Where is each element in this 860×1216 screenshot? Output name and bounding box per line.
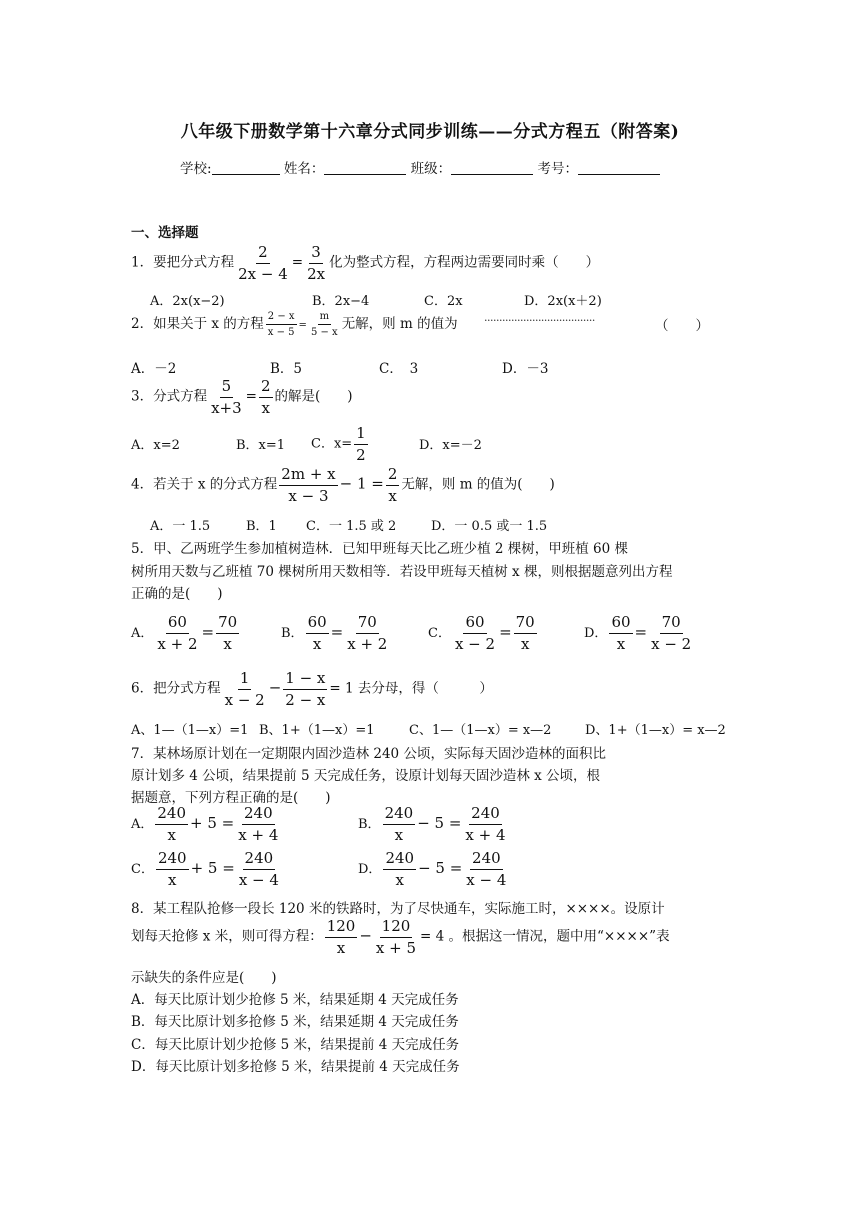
question-3 <box>131 378 353 416</box>
q1-option-d[interactable]: D．2x(x＋2) <box>524 294 602 309</box>
q4-minus-one: − 1 = <box>339 474 384 493</box>
q8-line-2-start: 划每天抢修 x 米，则可得方程： <box>131 928 323 945</box>
q5-a-label: A． <box>131 626 154 641</box>
q8-fraction-right: $\frac{120}{x + 5}$ <box>375 917 417 957</box>
q5-a-eq: = <box>201 623 215 641</box>
q7-c-label: C． <box>131 862 154 877</box>
q5-d-frac-2: $\frac{70}{x - 2}$ <box>651 613 692 653</box>
q5-option-a[interactable] <box>131 614 241 652</box>
q4-option-a[interactable]: A．一 1.5 <box>150 519 211 534</box>
q2-option-c[interactable]: C． 3 <box>379 361 419 377</box>
page-title: 八年级下册数学第十六章分式同步训练——分式方程五（附答案) <box>180 122 680 142</box>
q4-option-c[interactable]: C．一 1.5 或 2 <box>306 519 397 534</box>
q8-minus: − <box>359 926 372 945</box>
q7-a-label: A． <box>131 817 154 832</box>
q7-b-label: B． <box>358 817 381 832</box>
q4-stem-start: 4．若关于 x 的分式方程 <box>131 476 278 493</box>
q1-equals: = <box>291 254 304 271</box>
q6-stem-start: 6．把分式方程 <box>131 680 221 697</box>
school-blank[interactable] <box>212 160 280 175</box>
q7-option-c[interactable] <box>131 850 283 888</box>
section-heading: 一、选择题 <box>131 225 199 241</box>
q3-option-a[interactable]: A．x=2 <box>131 438 180 453</box>
q1-option-c[interactable]: C．2x <box>424 294 463 309</box>
q7-c-frac-2: $\frac{240}{x - 4}$ <box>238 849 279 889</box>
q7-a-frac-1: $\frac{240}{x}$ <box>157 804 187 844</box>
q5-line-1: 5．甲、乙两班学生参加植树造林．已知甲班每天比乙班少植 2 棵树，甲班植 60 棵 <box>131 541 629 557</box>
q5-b-frac-1: $\frac{60}{x}$ <box>307 613 327 653</box>
q1-option-b[interactable]: B．2x−4 <box>312 294 370 309</box>
q2-leader-dots: ····································· <box>484 314 595 327</box>
school-label: 学校: <box>180 161 212 177</box>
q4-fraction-left: $\frac{2m + x}{x - 3}$ <box>281 465 336 505</box>
q7-line-3: 据题意，下列方程正确的是( ) <box>131 790 331 806</box>
student-info-line <box>180 157 660 177</box>
q6-option-c[interactable]: C、1—（1—x）= x—2 <box>409 723 552 738</box>
q6-fraction-right: $\frac{1 - x}{2 - x}$ <box>285 669 326 709</box>
question-2 <box>131 311 458 338</box>
q7-d-frac-2: $\frac{240}{x - 4}$ <box>466 849 507 889</box>
q5-option-c[interactable] <box>428 614 539 652</box>
q1-stem-end: 化为整式方程，方程两边需要同时乘（ ） <box>329 254 600 271</box>
q7-d-op: − 5 = <box>418 859 463 877</box>
q5-c-frac-2: $\frac{70}{x}$ <box>515 613 535 653</box>
q2-fraction-right: $\frac{m}{5 - x}$ <box>310 311 338 338</box>
q6-option-b[interactable]: B、1+（1—x）=1 <box>259 723 375 738</box>
q5-d-label: D． <box>584 626 608 641</box>
q7-a-op: + 5 = <box>190 814 235 832</box>
q2-stem-start: 2．如果关于 x 的方程 <box>131 316 264 332</box>
q1-fraction-right: $\frac{3}{2x}$ <box>307 243 326 283</box>
name-label: 姓名： <box>283 161 325 177</box>
q5-c-eq: = <box>499 623 512 641</box>
name-blank[interactable] <box>324 160 406 175</box>
q3-stem-start: 3．分式方程 <box>131 388 208 405</box>
q7-b-op: − 5 = <box>417 814 462 832</box>
exam-no-blank[interactable] <box>578 160 660 175</box>
q4-option-d[interactable]: D．一 0.5 或一 1.5 <box>431 519 548 534</box>
q3-equals: = <box>245 388 257 405</box>
q6-option-a[interactable]: A、1—（1—x）=1 <box>131 723 249 738</box>
q8-option-b[interactable]: B．每天比原计划多抢修 5 米，结果延期 4 天完成任务 <box>131 1014 459 1030</box>
q2-equals: = <box>298 320 307 331</box>
q2-option-d[interactable]: D．－3 <box>502 361 549 377</box>
q3-option-d[interactable]: D．x=－2 <box>419 438 482 453</box>
q2-option-b[interactable]: B．5 <box>270 361 303 377</box>
q7-d-label: D． <box>358 862 382 877</box>
q3-option-b[interactable]: B．x=1 <box>236 438 286 453</box>
q7-option-d[interactable] <box>358 850 510 888</box>
q3-option-c[interactable] <box>311 425 370 463</box>
q7-c-frac-1: $\frac{240}{x}$ <box>157 849 187 889</box>
q3-option-c-fraction: $\frac{1}{2}$ <box>356 424 366 464</box>
q5-a-frac-2: $\frac{70}{x}$ <box>218 613 238 653</box>
q2-fraction-left: $\frac{2 - x}{x - 5}$ <box>267 311 295 338</box>
q7-b-frac-2: $\frac{240}{x + 4}$ <box>465 804 506 844</box>
question-4 <box>131 466 555 504</box>
q6-fraction-left: $\frac{1}{x - 2}$ <box>224 669 265 709</box>
q5-d-frac-1: $\frac{60}{x}$ <box>611 613 631 653</box>
q6-minus: − <box>268 678 282 697</box>
question-6 <box>131 670 493 708</box>
q3-option-c-label: C．x= <box>311 436 353 452</box>
q3-fraction-left: $\frac{5}{x+3}$ <box>211 377 242 417</box>
q5-d-eq: = <box>634 623 648 641</box>
q1-fraction-left: $\frac{2}{2x - 4}$ <box>238 243 288 283</box>
q2-answer-paren: （ ） <box>655 318 709 334</box>
q4-fraction-right: $\frac{2}{x}$ <box>387 465 398 505</box>
q7-d-frac-1: $\frac{240}{x}$ <box>385 849 415 889</box>
q7-b-frac-1: $\frac{240}{x}$ <box>384 804 414 844</box>
q2-stem-end: 无解，则 m 的值为 <box>341 316 458 332</box>
class-label: 班级： <box>410 161 452 177</box>
q3-fraction-right: $\frac{2}{x}$ <box>260 377 271 417</box>
q5-a-frac-1: $\frac{60}{x + 2}$ <box>157 613 198 653</box>
q5-c-label: C． <box>428 626 451 641</box>
q7-option-a[interactable] <box>131 805 282 843</box>
q5-b-label: B． <box>281 626 304 641</box>
q5-b-frac-2: $\frac{70}{x + 2}$ <box>347 613 388 653</box>
q4-option-b[interactable]: B．1 <box>246 519 277 534</box>
q8-line-2-end: = 4 。根据这一情况，题中用“××××”表 <box>420 928 670 945</box>
q6-option-d[interactable]: D、1+（1—x）= x—2 <box>585 723 726 738</box>
q4-stem-end: 无解，则 m 的值为( ) <box>401 476 555 493</box>
q8-line-3: 示缺失的条件应是( ) <box>131 970 277 986</box>
q8-fraction-left: $\frac{120}{x}$ <box>326 917 356 957</box>
q5-line-2: 树所用天数与乙班植 70 棵树所用天数相等．若设甲班每天植树 x 棵，则根据题意列出方程 <box>131 564 673 580</box>
q7-option-b[interactable] <box>358 805 510 843</box>
q8-line-2 <box>131 918 670 956</box>
q8-option-d[interactable]: D．每天比原计划多抢修 5 米，结果提前 4 天完成任务 <box>131 1059 460 1075</box>
q5-b-eq: = <box>330 623 344 641</box>
q8-line-1: 8．某工程队抢修一段长 120 米的铁路时，为了尽快通车，实际施工时，××××。设原计 <box>131 901 665 917</box>
q1-stem-start: 1．要把分式方程 <box>131 254 235 271</box>
q5-option-b[interactable] <box>281 614 391 652</box>
exam-no-label: 考号： <box>537 161 578 177</box>
q5-option-d[interactable] <box>584 614 695 652</box>
q8-option-a[interactable]: A．每天比原计划少抢修 5 米，结果延期 4 天完成任务 <box>131 992 459 1008</box>
q2-option-a[interactable]: A．－2 <box>131 361 177 377</box>
q1-option-a[interactable]: A．2x(x−2) <box>150 294 225 309</box>
q5-c-frac-1: $\frac{60}{x - 2}$ <box>454 613 496 653</box>
q5-line-3: 正确的是( ) <box>131 586 223 602</box>
q7-c-op: + 5 = <box>190 859 235 877</box>
q8-option-c[interactable]: C．每天比原计划少抢修 5 米，结果提前 4 天完成任务 <box>131 1037 460 1053</box>
q7-line-1: 7．某林场原计划在一定期限内固沙造林 240 公顷，实际每天固沙造林的面积比 <box>131 746 606 762</box>
q7-a-frac-2: $\frac{240}{x + 4}$ <box>238 804 279 844</box>
class-blank[interactable] <box>451 160 533 175</box>
question-1 <box>131 244 599 282</box>
q7-line-2: 原计划多 4 公顷，结果提前 5 天完成任务，设原计划每天固沙造林 x 公顷，根 <box>131 768 601 784</box>
q3-stem-end: 的解是( ) <box>274 388 353 405</box>
q6-stem-end: = 1 去分母，得（ ） <box>329 680 493 697</box>
